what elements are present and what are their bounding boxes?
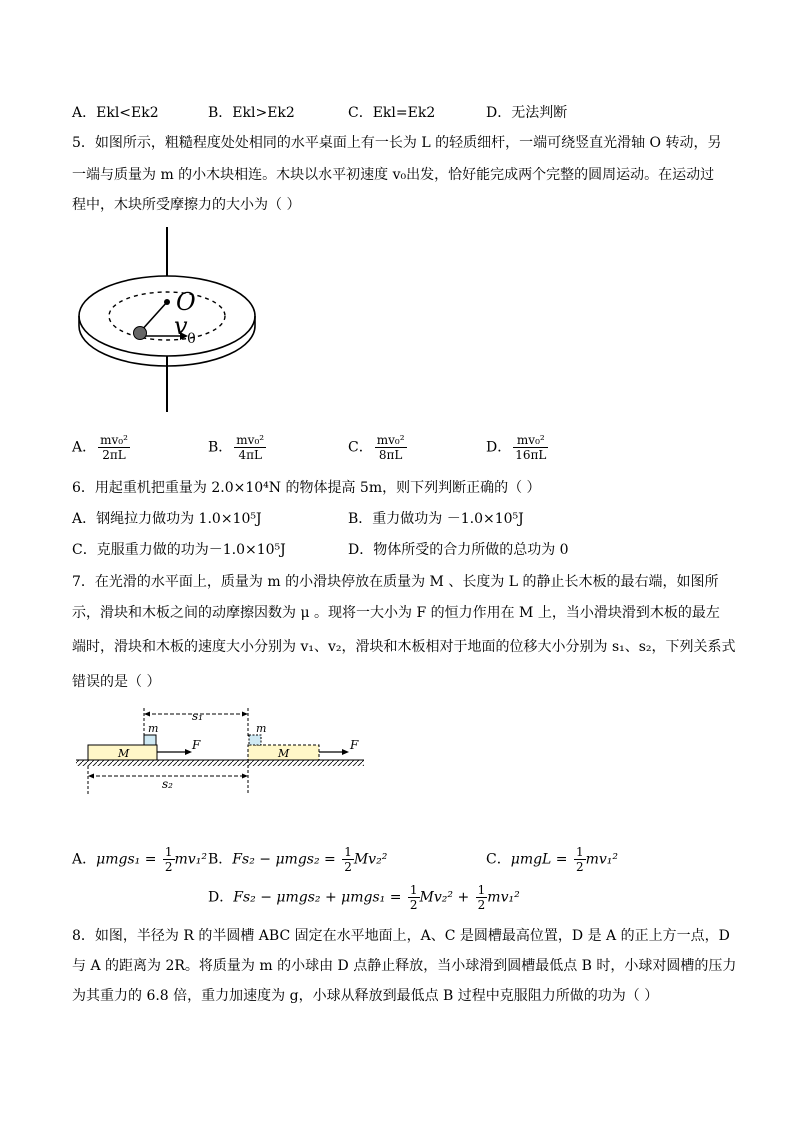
q5-option-c: C． $\frac{\text{mv₀²}}{8\pi L}$ [348, 433, 405, 462]
q7-stem-line1: 7．在光滑的水平面上，质量为 m 的小滑块停放在质量为 M 、长度为 L 的静止长木板的最右端，如图所 [72, 574, 719, 590]
q4-option-c: C．Ekl=Ek2 [348, 105, 436, 121]
q7-label-s1: s₁ [192, 709, 203, 723]
q5-option-d: D． $\frac{\text{mv₀²}}{16\pi L}$ [486, 433, 547, 462]
q5-rotating-rod-figure [76, 222, 276, 417]
q5-option-a: A． $\frac{\text{mv₀²}}{2\pi L}$ [72, 433, 128, 462]
q7-option-c: C．μmgL = $\frac{1}{2}$ mv₁² [486, 845, 619, 874]
q5-stem-line3: 程中，木块所受摩擦力的大小为（ ） [72, 197, 301, 213]
q7-label-m-right: m [256, 722, 267, 735]
q6-option-d: D．物体所受的合力所做的总功为 0 [348, 542, 569, 558]
q6-stem: 6．用起重机把重量为 2.0×10⁴N 的物体提高 5m，则下列判断正确的（ ） [72, 480, 541, 496]
q4-option-d: D．无法判断 [486, 105, 568, 121]
q6-option-b: B．重力做功为 －1.0×10⁵J [348, 511, 524, 527]
q4-option-b: B．Ekl>Ek2 [208, 105, 295, 121]
q7-stem-line4: 错误的是（ ） [72, 674, 161, 690]
q7-option-a: A．μmgs₁ = $\frac{1}{2}$ mv₁² [72, 845, 207, 874]
q7-label-s2: s₂ [162, 777, 173, 791]
q5-label-v-sub: 0 [187, 331, 196, 347]
q6-option-c: C．克服重力做的功为－1.0×10⁵J [72, 542, 286, 558]
q7-stem-line3: 端时，滑块和木板的速度大小分别为 v₁、v₂，滑块和木板相对于地面的位移大小分别为 s₁、s₂，下列关系式 [72, 639, 736, 655]
q7-label-F-left: F [192, 738, 201, 752]
q5-option-b: B． $\frac{\text{mv₀²}}{4\pi L}$ [208, 433, 265, 462]
q7-stem-line2: 示，滑块和木板之间的动摩擦因数为 μ 。现将一大小为 F 的恒力作用在 M 上，当小滑块滑到木板的最左 [72, 605, 720, 621]
q8-stem-line2: 与 A 的距离为 2R。将质量为 m 的小球由 D 点静止释放，当小球滑到圆槽最低点 B 时，小球对圆槽的压力 [72, 958, 737, 974]
q7-label-M-left: M [118, 747, 130, 760]
q5-label-o: O [176, 288, 196, 316]
q8-stem-line3: 为其重力的 6.8 倍，重力加速度为 g，小球从释放到最低点 B 过程中克服阻力所做的功为（ ） [72, 988, 659, 1004]
q4-option-a: A．Ekl<Ek2 [72, 105, 159, 121]
q7-label-m-left: m [148, 722, 159, 735]
q7-option-d: D．Fs₂ − μmgs₂ + μmgs₁ = $\frac{1}{2}$ Mv₂² + $\frac{1}{2}$ mv₁² [208, 883, 520, 912]
q5-label-v: v [174, 312, 188, 340]
q7-sliding-block-figure [72, 702, 372, 802]
q5-stem-line2: 一端与质量为 m 的小木块相连。木块以水平初速度 v₀出发，恰好能完成两个完整的圆周运动。在运动过 [72, 167, 715, 183]
q7-option-b: B．Fs₂ − μmgs₂ = $\frac{1}{2}$ Mv₂² [208, 845, 388, 874]
q7-label-M-right: M [278, 747, 290, 760]
q6-option-a: A．钢绳拉力做功为 1.0×10⁵J [72, 511, 262, 527]
q8-stem-line1: 8．如图，半径为 R 的半圆槽 ABC 固定在水平地面上，A、C 是圆槽最高位置，D 是 A 的正上方一点，D [72, 928, 730, 944]
q5-stem-line1: 5．如图所示，粗糙程度处处相同的水平桌面上有一长为 L 的轻质细杆，一端可绕竖直光滑轴 O 转动，另 [72, 135, 722, 151]
q7-label-F-right: F [350, 738, 359, 752]
